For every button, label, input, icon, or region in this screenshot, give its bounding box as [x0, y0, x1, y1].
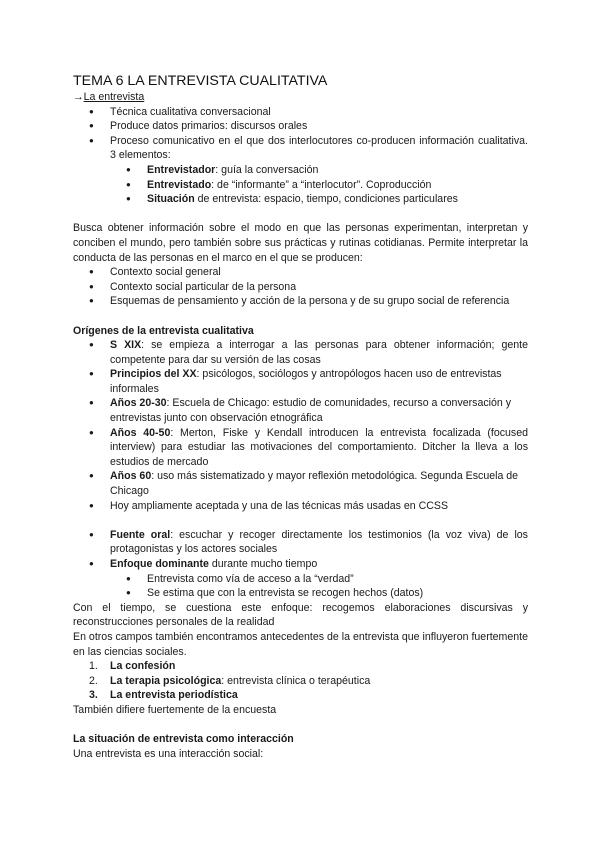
list-item: ● Entrevistado: de “informante” a “interlocutor”. Coproducción: [110, 178, 528, 193]
purpose-list: [73, 265, 528, 309]
origins-heading: Orígenes de la entrevista cualitativa: [73, 324, 254, 337]
elements-list: [110, 163, 528, 207]
list-item: ● Años 40-50: Merton, Fiske y Kendall introducen la entrevista focalizada (focused interview) para estudiar las motivaciones del comportamiento. Ditcher la lleva a los estudios de mercado: [73, 426, 528, 470]
list-item: ● Situación de entrevista: espacio, tiempo, condiciones particulares: [110, 192, 528, 207]
arrow-glyph: →: [73, 91, 84, 103]
list-item: ● Proceso comunicativo en el que dos interlocutores co-producen información cualitativa. 3 elementos:: [73, 134, 528, 163]
list-item: ● Años 60: uso más sistematizado y mayor reflexión metodológica. Segunda Escuela de Chicago: [73, 469, 528, 498]
interaction-heading: La situación de entrevista como interacción: [73, 733, 294, 746]
list-item: ● Hoy ampliamente aceptada y una de las técnicas más usadas en CCSS: [73, 499, 528, 514]
purpose-paragraph: Busca obtener información sobre el modo en que las personas experimentan, interpretan y conciben el mundo, pero también sobre sus prácticas y rutinas cotidianas. Permite interpretar la conducta de las personas en el marco en el que se producen:: [73, 222, 528, 264]
paragraph-questioning: Con el tiempo, se cuestiona este enfoque: recogemos elaboraciones discursivas y reconstrucciones personales de la realidad: [73, 601, 528, 629]
list-item: ● Técnica cualitativa conversacional: [73, 105, 528, 120]
intro-lead: [73, 90, 528, 105]
list-item: ● Entrevista como vía de acceso a la “verdad”: [110, 572, 528, 587]
document-page: [73, 72, 528, 761]
page-title: TEMA 6 LA ENTREVISTA CUALITATIVA: [73, 73, 328, 89]
list-item: 3. La entrevista periodística: [89, 689, 238, 702]
paragraph-other-fields: En otros campos también encontramos antecedentes de la entrevista que influyeron fuertemente en las ciencias sociales.: [73, 630, 528, 658]
intro-list: [73, 105, 528, 163]
dominant-sublist: [110, 572, 528, 601]
list-item: ● Esquemas de pensamiento y acción de la persona y de su grupo social de referencia: [73, 294, 528, 309]
interaction-paragraph: Una entrevista es una interacción social:: [73, 747, 264, 760]
list-item: 2. La terapia psicológica: entrevista clínica o terapéutica: [89, 674, 371, 687]
list-item: ● Se estima que con la entrevista se recogen hechos (datos): [110, 586, 528, 601]
list-item: ● Contexto social general: [73, 265, 528, 280]
list-item: ● Años 20-30: Escuela de Chicago: estudio de comunidades, recurso a conversación y entrevistas junto con observación etnográfica: [73, 396, 528, 425]
list-item: ● Entrevistador: guía la conversación: [110, 163, 528, 178]
list-item: ● Fuente oral: escuchar y recoger directamente los testimonios (la voz viva) de los protagonistas y los actores sociales: [73, 528, 528, 557]
list-item: 1. La confesión: [89, 660, 176, 673]
numbered-list: [73, 659, 528, 703]
list-item: ● S XIX: se empieza a interrogar a las personas para obtener información; gente competente para dar su versión de las cosas: [73, 338, 528, 367]
closing-line: También difiere fuertemente de la encuesta: [73, 703, 277, 716]
intro-label: La entrevista: [83, 91, 145, 103]
oral-list: [73, 528, 528, 572]
list-item: ● Principios del XX: psicólogos, sociólogos y antropólogos hacen uso de entrevistas informales: [73, 367, 528, 396]
list-item: ● Produce datos primarios: discursos orales: [73, 119, 528, 134]
list-item: ● Enfoque dominante durante mucho tiempo: [73, 557, 528, 572]
list-item: ● Contexto social particular de la persona: [73, 280, 528, 295]
origins-list: [73, 338, 528, 513]
